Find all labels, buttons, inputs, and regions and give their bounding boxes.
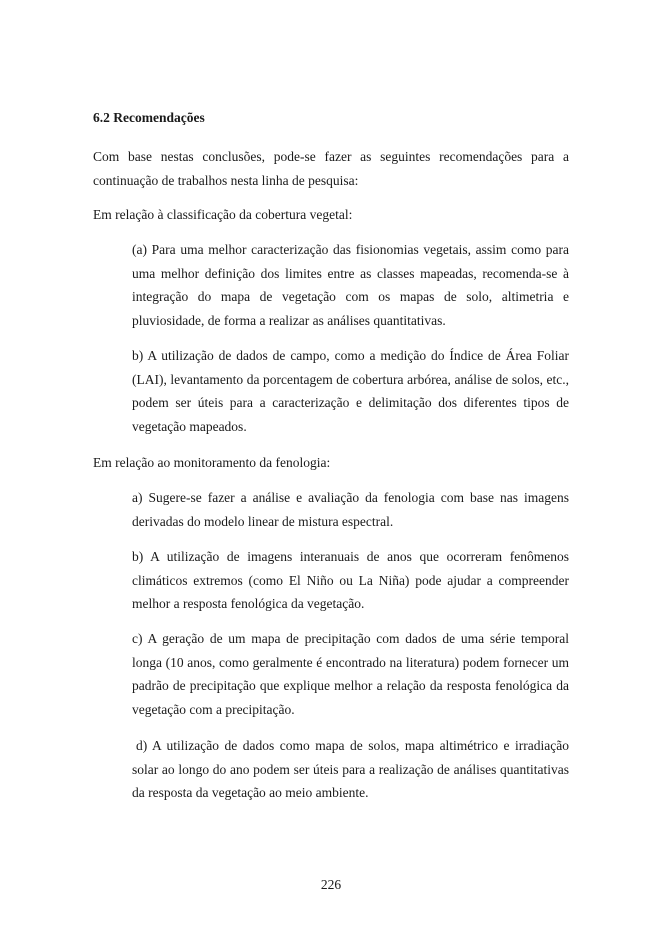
vegetation-section-label: Em relação à classificação da cobertura vegetal: — [93, 207, 353, 222]
page-number: 226 — [320, 877, 342, 892]
vegetation-item-b: b) A utilização de dados de campo, como a medição do Índice de Área Foliar (LAI), levantamento da porcentagem de cobertura arbórea, análise de solos, etc., podem ser úteis para a caracterização e delimitação dos diferentes tipos de vegetação mapeados. — [132, 348, 569, 434]
phenology-section-label: Em relação ao monitoramento da fenologia: — [93, 455, 331, 470]
intro-paragraph: Com base nestas conclusões, pode-se fazer as seguintes recomendações para a continuação de trabalhos nesta linha de pesquisa: — [93, 149, 569, 188]
phenology-item-c: c) A geração de um mapa de precipitação com dados de uma série temporal longa (10 anos, como geralmente é encontrado na literatura) podem fornecer um padrão de precipitação que explique melhor a relação da resposta fenológica da vegetação com a precipitação. — [132, 631, 569, 717]
vegetation-item-a: (a) Para uma melhor caracterização das fisionomias vegetais, assim como para uma melhor definição dos limites entre as classes mapeadas, recomenda-se à integração do mapa de vegetação com os mapas de solo, altimetria e pluviosidade, de forma a realizar as análises quantitativas. — [132, 242, 569, 328]
phenology-item-a: a) Sugere-se fazer a análise e avaliação da fenologia com base nas imagens derivadas do modelo linear de mistura espectral. — [132, 490, 569, 529]
section-heading: 6.2 Recomendações — [93, 110, 205, 125]
phenology-item-b: b) A utilização de imagens interanuais de anos que ocorreram fenômenos climáticos extremos (como El Niño ou La Niña) pode ajudar a compreender melhor a resposta fenológica da vegetação. — [132, 549, 569, 611]
phenology-item-d: d) A utilização de dados como mapa de solos, mapa altimétrico e irradiação solar ao longo do ano podem ser úteis para a realização de análises quantitativas da resposta da vegetação ao meio ambiente. — [132, 738, 569, 800]
